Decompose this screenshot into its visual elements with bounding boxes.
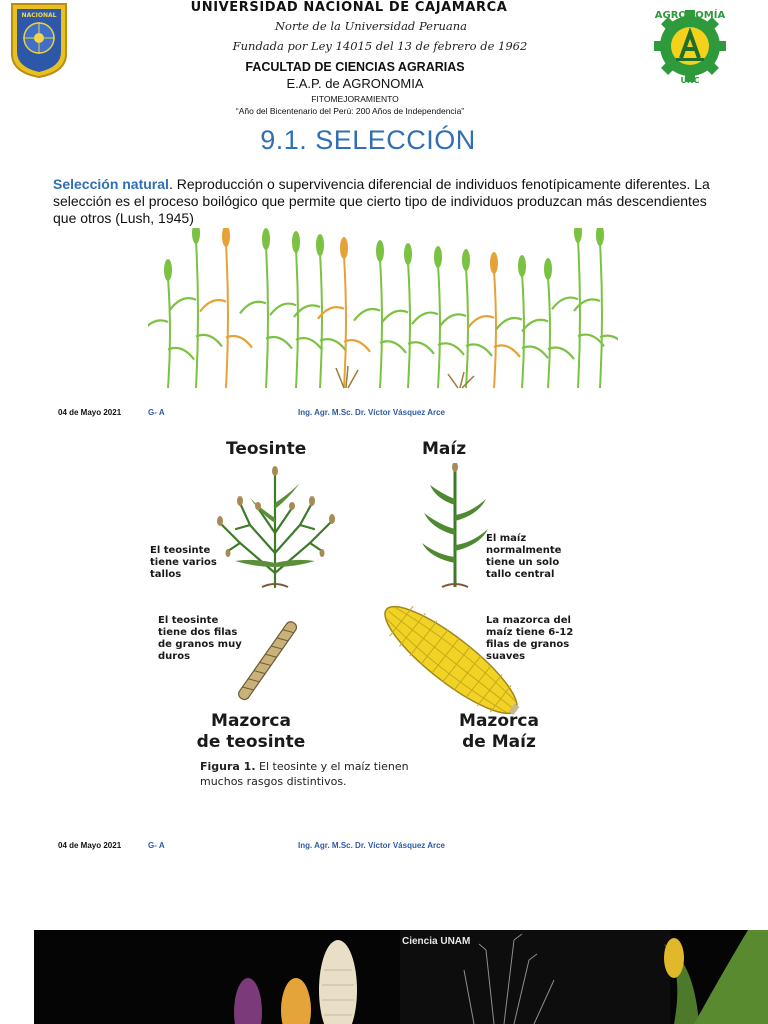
year-motto: “Año del Bicentenario del Perú: 200 Años de Independencia” [235,106,465,116]
wheat-plant-icon [170,228,222,388]
teosinte-plant-icon [200,463,350,591]
term-highlight: Selección natural [53,176,169,192]
wheat-plants-illustration [148,228,618,390]
wheat-plant-icon [552,228,604,388]
course-name: FITOMEJORAMIENTO [311,94,399,104]
photo-brand-watermark: Ciencia UNAM [402,936,471,947]
teosinte-cob-icon [218,607,314,717]
dry-grass-tuft [336,366,474,388]
university-founding: Fundada por Ley 14015 del 13 de febrero de 1962 [232,39,528,53]
section-title: 9.1. SELECCIÓN [260,125,476,155]
footer-author-2: Ing. Agr. M.Sc. Dr. Víctor Vásquez Arce [298,841,446,850]
definition-text: . Reproducción o supervivencia diferencial de individuos fenotípicamente diferentes. La selección es el proceso boilógico que permite que cierto tipo de individuos produzcan más descendientes que otros (Lush, 1945) [53,176,710,226]
wheat-plant-icon [240,228,292,388]
university-seal-logo [10,2,68,78]
note-maize-rows: La mazorca del maíz tiene 6-12 filas de granos suaves [486,615,574,662]
school-name: E.A.P. de AGRONOMIA [286,76,424,91]
caption-label: Figura 1. [200,760,256,773]
wheat-plant-icon [382,243,434,388]
faculty-name: FACULTAD DE CIENCIAS AGRARIAS [245,60,465,74]
teosinte-heading: Teosinte [226,439,307,459]
note-teosinte-stems: El teosinte tiene varios tallos [150,545,217,580]
footer-group-2: G- A [148,841,165,850]
wheat-plant-icon [496,255,548,388]
wheat-plant-icon [354,240,406,388]
agronomia-logo [652,4,728,84]
maize-plant-icon [420,463,490,591]
maize-heading: Maíz [422,439,467,459]
definition-paragraph [53,176,723,227]
wheat-plant-icon [468,252,520,388]
note-teosinte-rows: El teosinte tiene dos filas de granos muy duros [158,615,242,662]
corn-photo-strip [34,930,768,1024]
figure-caption [200,759,409,789]
caption-text: El teosinte y el maíz tienen muchos rasgos distintivos. [200,760,409,788]
wheat-plant-icon [294,234,346,388]
wheat-plant-icon [270,231,322,388]
footer-date-2: 04 de Mayo 2021 [58,841,122,850]
teosinte-cob-label: Mazorca de teosinte [196,711,306,752]
svg-text:AGRONOMÍA: AGRONOMÍA [654,10,726,21]
footer-group: G- A [148,408,165,417]
svg-text:UNC: UNC [680,76,700,84]
university-motto: Norte de la Universidad Peruana [274,19,468,33]
svg-text:NACIONAL: NACIONAL [21,12,57,19]
wheat-plant-icon [412,246,464,388]
footer-date: 04 de Mayo 2021 [58,408,122,417]
maize-cob-label: Mazorca de Maíz [459,711,539,752]
university-name: UNIVERSIDAD NACIONAL DE CAJAMARCA [190,0,508,15]
wheat-plant-icon [440,249,492,388]
teosinte-maize-figure [140,435,620,795]
note-maize-stem: El maíz normalmente tiene un solo tallo central [486,533,562,580]
wheat-plant-icon [148,259,194,388]
wheat-plant-icon [522,258,574,388]
footer-author: Ing. Agr. M.Sc. Dr. Víctor Vásquez Arce [298,408,446,417]
